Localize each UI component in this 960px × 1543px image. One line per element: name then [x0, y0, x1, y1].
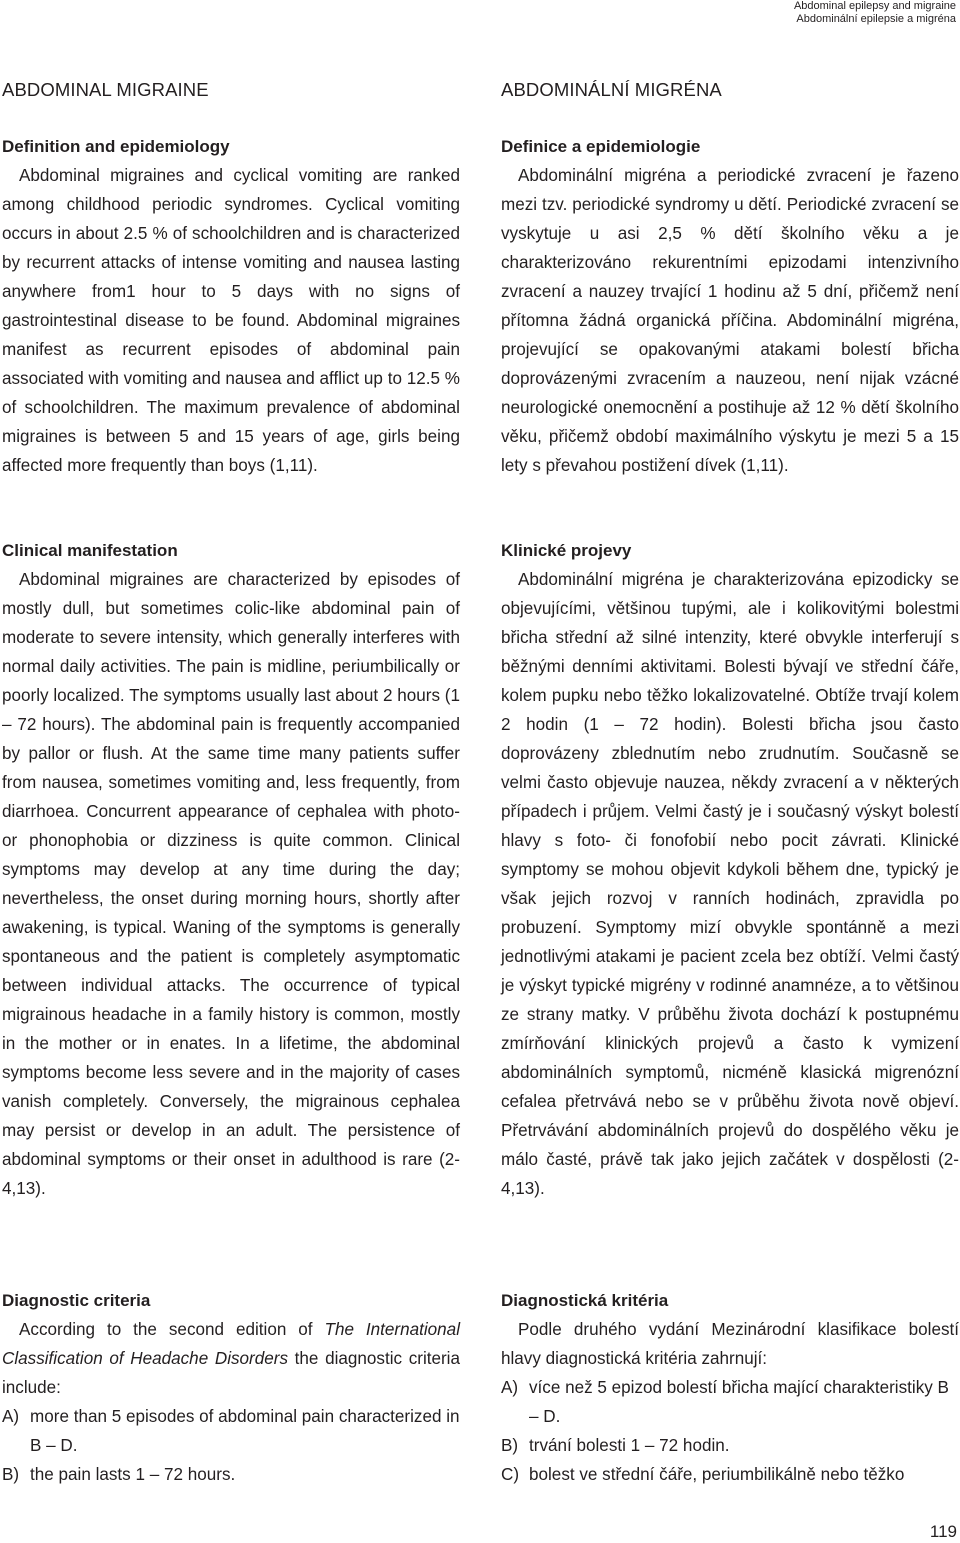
- diagnostic-section-czech: [501, 1291, 959, 1489]
- criteria-item: [501, 1373, 959, 1431]
- criteria-item: [2, 1402, 460, 1460]
- criteria-letter: B): [501, 1436, 519, 1455]
- diagnostic-section-english: [2, 1291, 460, 1489]
- criteria-item: [501, 1431, 959, 1460]
- section-heading: Klinické projevy: [501, 541, 632, 560]
- book-title: The International Classification of Headache Disorders: [2, 1320, 460, 1368]
- section-heading: Diagnostická kritéria: [501, 1291, 669, 1310]
- section-heading: Definition and epidemiology: [2, 137, 230, 156]
- running-header: [794, 0, 956, 26]
- intro-text-end: the diagnostic criteria include:: [2, 1349, 460, 1397]
- running-header-czech: Abdominální epilepsie a migréna: [796, 13, 956, 25]
- paragraph: Podle druhého vydání Mezinárodní klasifikace bolestí hlavy diagnostická kritéria zahrnují:: [501, 1320, 959, 1368]
- paragraph: [2, 1315, 460, 1402]
- paragraph: Abdominální migréna a periodické zvracení je řazeno mezi tzv. periodické syndromy u dětí. Periodické zvracení se vyskytuje u asi 2,5 % dětí školního věku a je charakterizováno rekurentními epizodami intenzivního zvracení a nauzey trvající 1 hodinu až 5 dní, přičemž není přítomna žádná organická příčina. Abdominální migréna, projevující se opakovanými atakami bolestí břicha doprovázenými zvracením a nauzeou, není nijak vzácné neurologické onemocnění a postihuje až 12 % dětí školního věku, přičemž období maximálního výskytu je mezi 5 a 15 lety s převahou postižení dívek (1,11).: [501, 166, 959, 475]
- criteria-text: trvání bolesti 1 – 72 hodin.: [529, 1436, 730, 1455]
- paragraph: Abdominal migraines are characterized by episodes of mostly dull, but sometimes colic-like abdominal pain of moderate to severe intensity, which generally interferes with normal daily activities. The pain is midline, periumbilically or poorly localized. The symptoms usually last about 2 hours (1 – 72 hours). The abdominal pain is frequently accompanied by pallor or flush. At the same time many patients suffer from nausea, sometimes vomiting and, less frequently, from diarrhoea. Concurrent appearance of cephalea with photo- or phonophobia or dizziness is quite common. Clinical symptoms may develop at any time during the day; nevertheless, the onset during morning hours, shortly after awakening, is typical. Waning of the symptoms is generally spontaneous and the patient is completely asymptomatic between individual attacks. The occurrence of typical migrainous headache in a family history is common, mostly in the mother or in enates. In a lifetime, the abdominal symptoms become less severe and in the majority of cases vanish completely. Conversely, the migrainous cephalea may persist or develop in an adult. The persistence of abdominal symptoms or their onset in adulthood is rare (2-4,13).: [2, 570, 460, 1198]
- running-header-english: Abdominal epilepsy and migraine: [793, 0, 956, 12]
- section-heading: Definice a epidemiologie: [501, 137, 701, 156]
- section-heading: Clinical manifestation: [2, 541, 178, 560]
- paragraph: Abdominální migréna je charakterizována epizodicky se objevujícími, většinou tupými, ale i kolikovitými bolestmi břicha střední až silné intenzity, které obvykle interferují s běžnými denními aktivitami. Bolesti bývají ve střední čáře, kolem pupku nebo těžko lokalizovatelné. Obtíže trvají kolem 2 hodin (1 – 72 hodin). Bolesti břicha jsou často doprovázeny zblednutím nebo zrudnutím. Současně se velmi často objevuje nauzea, někdy zvracení a v některých případech i průjem. Velmi častý je i současný výskyt bolestí hlavy s foto- či fonofobií nebo pocit závrati. Klinické symptomy se mohou objevit kdykoli během dne, typický je však jejich rozvoj v ranních hodinách, zpravidla po probuzení. Symptomy mizí obvykle spontánně a mezi jednotlivými atakami je pacient zcela bez obtíží. Velmi častý je výskyt typické migrény v rodinné anamnéze, a to většinou ze strany matky. V průběhu života dochází k postupnému zmírňování klinických projevů a často k vymizení abdominálních symptomů, nicméně klasická migrenózní cefalea přetrvává nebo se v průběhu života nově objeví. Přetrvávání abdominálních projevů do dospělého věku je málo časté, právě tak jako jejich začátek v dospělosti (2-4,13).: [501, 570, 959, 1198]
- criteria-letter: A): [501, 1378, 519, 1397]
- criteria-text: bolest ve střední čáře, periumbilikálně nebo těžko: [529, 1465, 905, 1484]
- main-title-english: ABDOMINAL MIGRAINE: [2, 79, 209, 100]
- criteria-text: více než 5 epizod bolestí břicha mající charakteristiky B – D.: [529, 1378, 949, 1426]
- paragraph: Abdominal migraines and cyclical vomiting are ranked among childhood periodic syndromes. Cyclical vomiting occurs in about 2.5 % of schoolchildren and is characterized by recurrent attacks of intense vomiting and nausea lasting anywhere from1 hour to 5 days with no signs of gastrointestinal disease to be found. Abdominal migraines manifest as recurrent episodes of abdominal pain associated with vomiting and nausea and afflict up to 12.5 % of schoolchildren. The maximum prevalence of abdominal migraines is between 5 and 15 years of age, girls being affected more frequently than boys (1,11).: [2, 166, 460, 475]
- criteria-letter: B): [2, 1465, 20, 1484]
- criteria-item: [2, 1460, 460, 1489]
- criteria-item: [501, 1460, 959, 1489]
- page-number: 119: [929, 1522, 957, 1541]
- czech-column: [501, 78, 959, 1484]
- clinical-section-czech: [501, 541, 959, 1203]
- main-title-czech: ABDOMINÁLNÍ MIGRÉNA: [501, 79, 722, 100]
- english-column: [2, 78, 460, 1484]
- clinical-section-english: [2, 541, 460, 1203]
- criteria-text: the pain lasts 1 – 72 hours.: [30, 1465, 236, 1484]
- definition-section-english: [2, 137, 460, 480]
- criteria-list: [2, 1402, 460, 1489]
- section-heading: Diagnostic criteria: [2, 1291, 151, 1310]
- criteria-list: [501, 1373, 959, 1489]
- definition-section-czech: [501, 137, 959, 480]
- intro-text: According to the second edition of: [19, 1320, 325, 1339]
- criteria-letter: C): [501, 1465, 520, 1484]
- criteria-text: more than 5 episodes of abdominal pain characterized in B – D.: [30, 1407, 460, 1455]
- criteria-letter: A): [2, 1407, 20, 1426]
